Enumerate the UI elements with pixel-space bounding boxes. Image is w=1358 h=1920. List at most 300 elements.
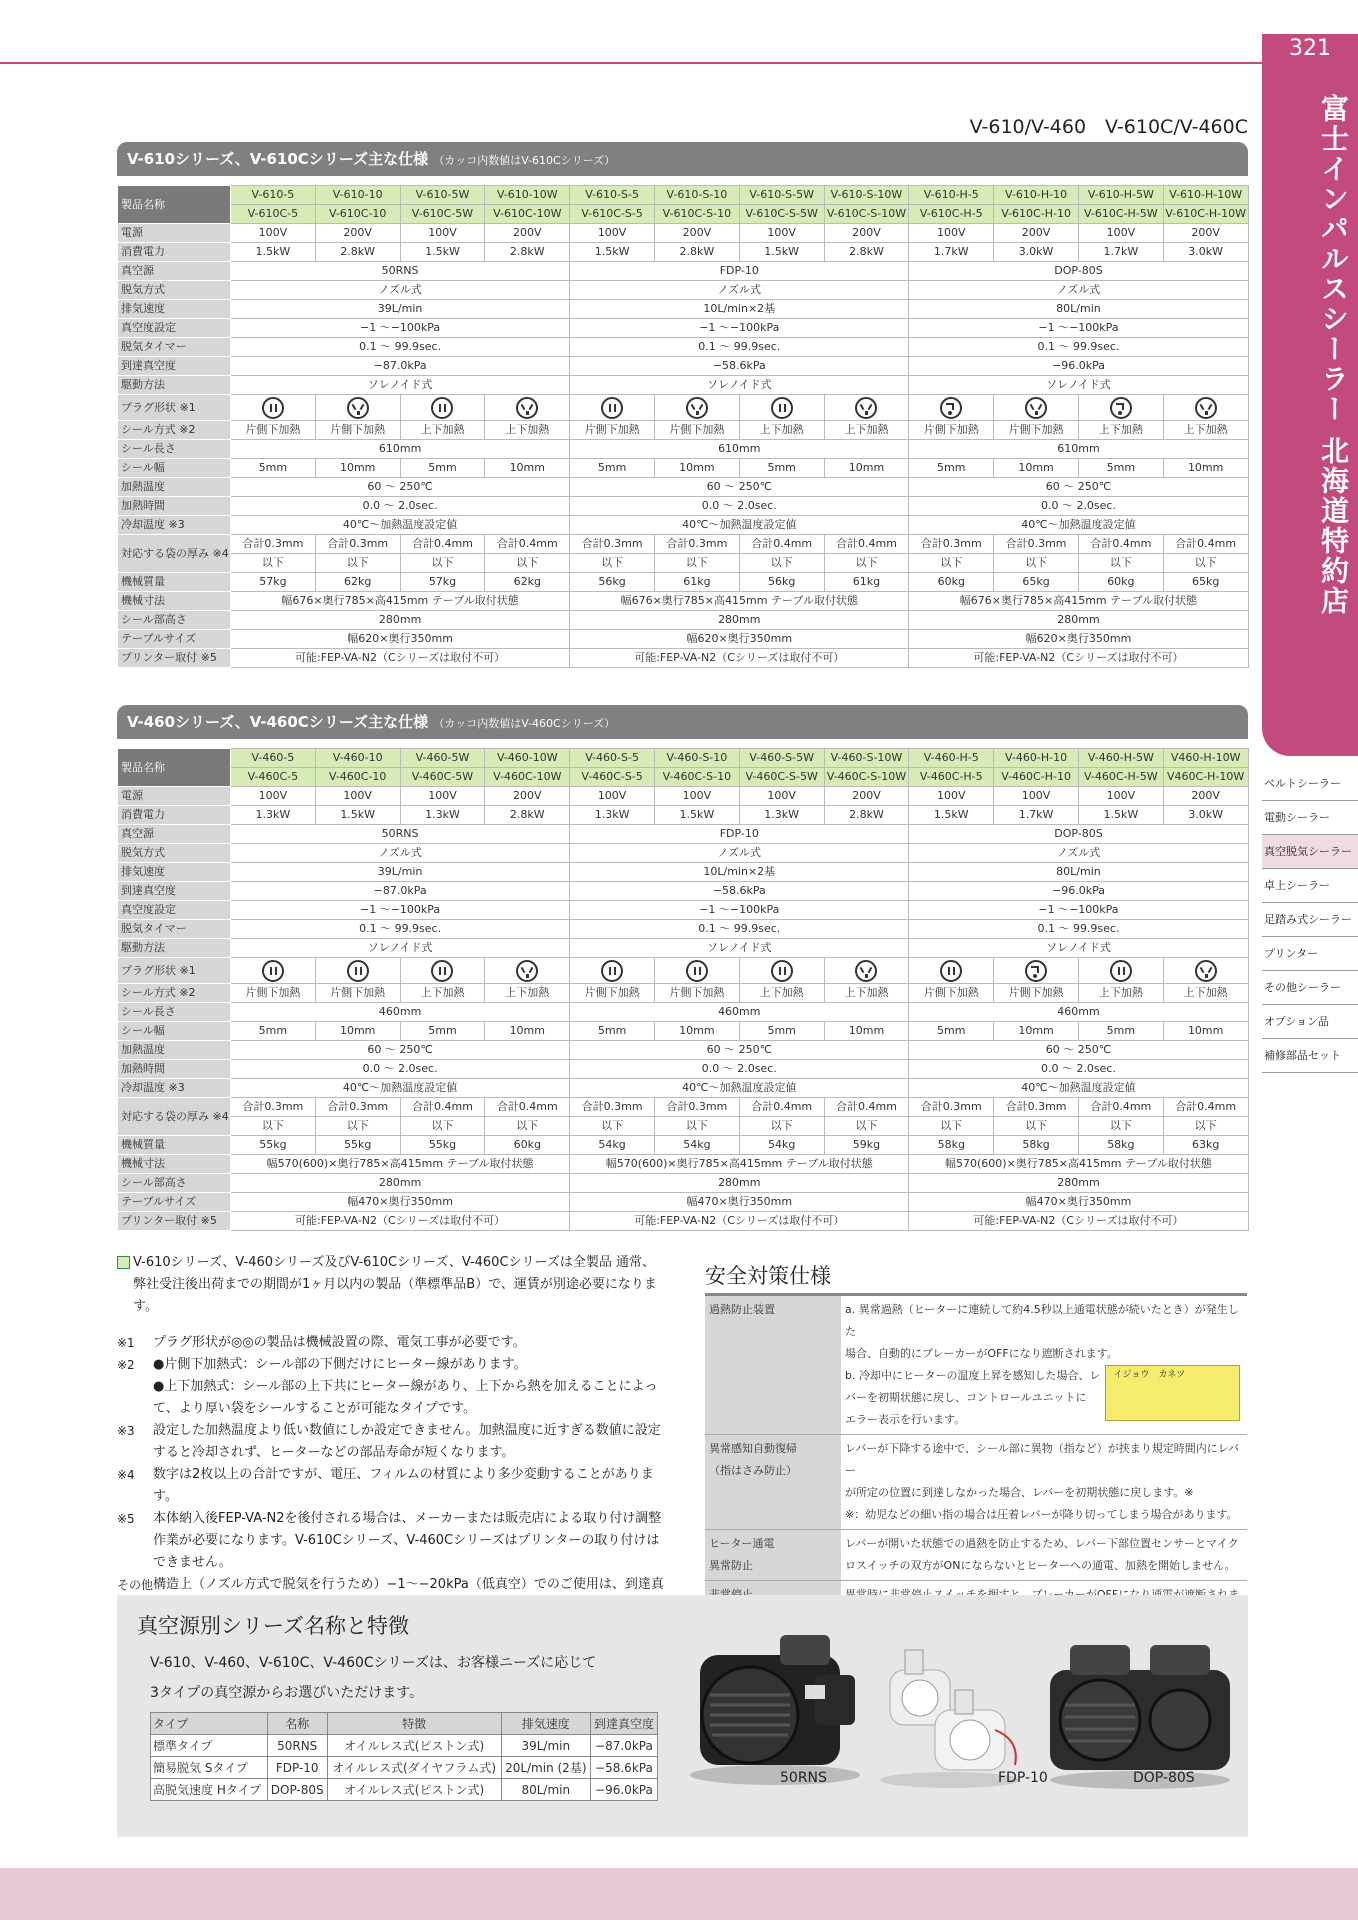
table-cell: V-460-5 <box>231 749 316 768</box>
table-cell: V-460C-S-10W <box>824 768 909 787</box>
note-key: ※3 <box>117 1424 135 1438</box>
vacuum-desc-line1: V-610、V-460、V-610C、V-460Cシリーズは、お客様ニーズに応じて <box>150 1655 597 1671</box>
table-cell: 上下加熱 <box>739 984 824 1003</box>
table-cell: V-460-5W <box>400 749 485 768</box>
safety-label-text: ヒーター通電 <box>709 1537 775 1550</box>
row-label: 冷却温度 ※3 <box>118 516 231 535</box>
table-cell: 以下 <box>400 1117 485 1136</box>
table-cell: 100V <box>994 787 1079 806</box>
row-label: 機械寸法 <box>118 1155 231 1174</box>
note-key: その他 <box>117 1578 154 1592</box>
table-cell: 100V <box>231 787 316 806</box>
table-cell: 以下 <box>654 1117 739 1136</box>
table-cell: 幅470×奥行350mm <box>909 1193 1248 1212</box>
table-cell: 100V <box>315 787 400 806</box>
table-cell: 以下 <box>485 554 570 573</box>
table-cell: 5mm <box>231 459 316 478</box>
table-cell: V-610C-5W <box>400 205 485 224</box>
table-cell: 60 〜 250℃ <box>570 1041 909 1060</box>
table-cell <box>654 395 739 421</box>
table-row <box>118 611 1249 630</box>
row-label: 電源 <box>118 224 231 243</box>
table-cell: 上下加熱 <box>400 421 485 440</box>
safety-line-text: レバーが下降する途中で、シール部に異物（指など）が挟まり規定時間内にレバー <box>845 1442 1240 1477</box>
table-cell: 59kg <box>824 1136 909 1155</box>
table-row <box>151 1779 658 1801</box>
table-row <box>118 1117 1249 1136</box>
table-cell: −1 〜−100kPa <box>570 901 909 920</box>
table-cell: 高脱気速度 Hタイプ <box>151 1779 268 1801</box>
notes-lead <box>117 1252 667 1318</box>
table-cell: 1.5kW <box>909 806 994 825</box>
table-cell: 80L/min <box>909 300 1248 319</box>
nav-item-parts[interactable]: 補修部品セット <box>1262 1039 1358 1073</box>
plug-icon <box>262 397 284 419</box>
table-cell: 10mm <box>994 459 1079 478</box>
table-cell: 以下 <box>824 1117 909 1136</box>
plug-icon <box>601 960 623 982</box>
table-cell: 200V <box>485 224 570 243</box>
table-cell: 10mm <box>1163 459 1248 478</box>
table-cell <box>824 395 909 421</box>
table-cell: 合計0.4mm <box>400 535 485 554</box>
section-460-title-note: （カッコ内数値はV-460Cシリーズ） <box>433 717 616 730</box>
note-text: ●片側下加熱式：シール部の下側だけにヒーター線があります。 <box>153 1357 527 1372</box>
table-cell: 上下加熱 <box>739 421 824 440</box>
table-row <box>118 939 1249 958</box>
safety-label <box>705 1530 841 1581</box>
model-heading: V-610/V-460 V-610C/V-460C <box>969 116 1248 138</box>
table-cell: 1.7kW <box>909 243 994 262</box>
row-label: 脱気方式 <box>118 281 231 300</box>
table-cell: 合計0.3mm <box>315 535 400 554</box>
table-cell: 58kg <box>909 1136 994 1155</box>
table-cell: 片側下加熱 <box>909 421 994 440</box>
table-cell: 上下加熱 <box>1078 421 1163 440</box>
safety-label-text2: 異常防止 <box>709 1559 753 1572</box>
table-cell: ノズル式 <box>570 844 909 863</box>
table-cell: 5mm <box>400 459 485 478</box>
table-row <box>118 573 1249 592</box>
table-cell: V-460C-10 <box>315 768 400 787</box>
table-row <box>118 1041 1249 1060</box>
nav-item-options[interactable]: オプション品 <box>1262 1005 1358 1039</box>
table-cell: 100V <box>400 787 485 806</box>
table-cell: 2.8kW <box>485 806 570 825</box>
row-label: 機械質量 <box>118 1136 231 1155</box>
table-cell: 1.5kW <box>400 243 485 262</box>
note-item <box>117 1332 667 1354</box>
error-display-box: イジョウ カネツ <box>1105 1365 1240 1421</box>
table-cell: 合計0.4mm <box>400 1098 485 1117</box>
table-cell: ソレノイド式 <box>570 939 909 958</box>
plug-icon <box>771 397 793 419</box>
table-row <box>118 319 1249 338</box>
safety-line <box>845 1438 1243 1482</box>
nav-item-other[interactable]: その他シーラー <box>1262 971 1358 1005</box>
table-cell <box>739 958 824 984</box>
row-label: シール部高さ <box>118 611 231 630</box>
table-cell: 以下 <box>570 1117 655 1136</box>
row-label: 消費電力 <box>118 806 231 825</box>
table-cell <box>400 395 485 421</box>
table-cell: −1 〜−100kPa <box>231 901 570 920</box>
table-cell: 40℃〜加熱温度設定値 <box>231 516 570 535</box>
table-header: 排気速度 <box>501 1713 590 1735</box>
table-cell: 50RNS <box>231 825 570 844</box>
table-cell: 280mm <box>231 1174 570 1193</box>
table-cell <box>654 958 739 984</box>
safety-line <box>845 1482 1243 1504</box>
safety-line <box>845 1343 1243 1365</box>
table-row <box>118 863 1249 882</box>
table-cell: 200V <box>994 224 1079 243</box>
safety-desc <box>841 1530 1247 1581</box>
row-label: 製品名称 <box>118 749 231 787</box>
row-label: 対応する袋の厚み ※4 <box>118 1098 231 1136</box>
table-row <box>118 768 1249 787</box>
table-row <box>118 300 1249 319</box>
table-cell: 39L/min <box>231 300 570 319</box>
table-cell: 60 〜 250℃ <box>231 478 570 497</box>
table-cell: V-460-H-5W <box>1078 749 1163 768</box>
table-cell: 上下加熱 <box>1163 984 1248 1003</box>
table-cell: 上下加熱 <box>824 984 909 1003</box>
table-cell: 20L/min (2基) <box>501 1757 590 1779</box>
table-cell: 10mm <box>485 459 570 478</box>
safety-line-text: レバーが開いた状態での過熱を防止するため、レバー下部位置センサーとマイク <box>845 1537 1239 1550</box>
row-label: シール方式 ※2 <box>118 421 231 440</box>
table-cell: V-460-10W <box>485 749 570 768</box>
table-cell: 62kg <box>315 573 400 592</box>
table-cell: 100V <box>570 224 655 243</box>
table-cell: 280mm <box>570 611 909 630</box>
table-cell: V-460-H-5 <box>909 749 994 768</box>
table-cell: FDP-10 <box>570 262 909 281</box>
table-cell: 100V <box>1078 787 1163 806</box>
table-row <box>118 825 1249 844</box>
table-cell: 80L/min <box>909 863 1248 882</box>
table-cell: 39L/min <box>231 863 570 882</box>
plug-icon <box>431 960 453 982</box>
table-cell: 1.5kW <box>315 806 400 825</box>
table-cell: 以下 <box>1163 1117 1248 1136</box>
table-cell: 可能:FEP-VA-N2（Cシリーズは取付不可） <box>570 1212 909 1231</box>
table-cell: 100V <box>909 787 994 806</box>
table-cell: −96.0kPa <box>590 1779 657 1801</box>
table-cell: 65kg <box>994 573 1079 592</box>
table-cell: 10mm <box>994 1022 1079 1041</box>
table-cell: 3.0kW <box>1163 243 1248 262</box>
table-row <box>118 395 1249 421</box>
safety-line-text: エラー表示を行います。 <box>845 1413 966 1426</box>
table-row <box>118 882 1249 901</box>
table-cell: 40℃〜加熱温度設定値 <box>570 516 909 535</box>
vacuum-desc-line2: 3タイプの真空源からお選びいただけます。 <box>150 1685 424 1701</box>
note-text: ●上下加熱式：シール部の上下共にヒーター線があり、上下から熱を加えることによって、より厚い袋をシールすることが可能なタイプです。 <box>153 1379 658 1416</box>
note-item <box>117 1354 667 1376</box>
table-cell: 460mm <box>231 1003 570 1022</box>
table-row <box>118 1136 1249 1155</box>
table-cell: V-610-H-5W <box>1078 186 1163 205</box>
table-row <box>118 535 1249 554</box>
table-cell: −96.0kPa <box>909 357 1248 376</box>
table-row <box>118 440 1249 459</box>
table-cell: 以下 <box>570 554 655 573</box>
nav-item-tabletop[interactable]: 卓上シーラー <box>1262 869 1358 903</box>
row-label: 冷却温度 ※3 <box>118 1079 231 1098</box>
safety-label-text: 過熱防止装置 <box>709 1303 775 1316</box>
safety-label-text: 異常感知自動復帰 <box>709 1442 797 1455</box>
table-row <box>118 1193 1249 1212</box>
table-cell: ノズル式 <box>909 844 1248 863</box>
plug-icon <box>601 397 623 419</box>
table-cell: 62kg <box>485 573 570 592</box>
table-cell: 合計0.3mm <box>570 535 655 554</box>
table-cell: 1.5kW <box>654 806 739 825</box>
table-cell: 39L/min <box>501 1735 590 1757</box>
pump-label-fdp10: FDP-10 <box>998 1770 1048 1786</box>
table-cell: 3.0kW <box>994 243 1079 262</box>
table-cell: 54kg <box>654 1136 739 1155</box>
table-cell: 合計0.4mm <box>485 1098 570 1117</box>
table-row <box>118 920 1249 939</box>
table-cell: 可能:FEP-VA-N2（Cシリーズは取付不可） <box>231 1212 570 1231</box>
nav-item-vacuum[interactable]: 真空脱気シーラー <box>1262 835 1358 869</box>
row-label: 加熱時間 <box>118 497 231 516</box>
table-cell: 10mm <box>485 1022 570 1041</box>
table-cell: 280mm <box>909 611 1248 630</box>
table-cell <box>1078 958 1163 984</box>
table-cell: 片側下加熱 <box>994 984 1079 1003</box>
table-cell: 100V <box>909 224 994 243</box>
table-cell: V-610-10W <box>485 186 570 205</box>
note-key: ※1 <box>117 1336 135 1350</box>
table-cell: −1 〜−100kPa <box>909 901 1248 920</box>
table-cell: 1.7kW <box>1078 243 1163 262</box>
nav-item-printer[interactable]: プリンター <box>1262 937 1358 971</box>
notes-lead-text: V-610シリーズ、V-460シリーズ及びV-610Cシリーズ、V-460Cシリーズは全製品 通常、弊社受注後出荷までの期間が1ヶ月以内の製品（準標準品B）で、運賃が別途必要になります。 <box>133 1255 657 1314</box>
table-row <box>118 338 1249 357</box>
table-cell: 80L/min <box>501 1779 590 1801</box>
table-cell: DOP-80S <box>909 262 1248 281</box>
table-cell <box>1163 395 1248 421</box>
table-cell: 以下 <box>824 554 909 573</box>
table-cell: ノズル式 <box>231 844 570 863</box>
table-cell: 合計0.3mm <box>315 1098 400 1117</box>
table-cell: 合計0.3mm <box>231 1098 316 1117</box>
sidebar-title-col2: 北海道特約店 <box>1317 435 1350 616</box>
table-cell: 片側下加熱 <box>570 421 655 440</box>
table-cell: 200V <box>824 224 909 243</box>
table-cell: 57kg <box>231 573 316 592</box>
note-key: ※4 <box>117 1468 135 1482</box>
table-cell: V-460-H-10 <box>994 749 1079 768</box>
table-cell: 56kg <box>570 573 655 592</box>
spec-table-460 <box>117 748 1249 1231</box>
table-cell: 55kg <box>315 1136 400 1155</box>
table-cell: ノズル式 <box>909 281 1248 300</box>
table-cell: 200V <box>315 224 400 243</box>
note-text: プラグ形状が◎◎の製品は機械設置の際、電気工事が必要です。 <box>153 1335 526 1350</box>
table-cell: 0.1 〜 99.9sec. <box>570 338 909 357</box>
row-label: 到達真空度 <box>118 882 231 901</box>
table-cell <box>570 395 655 421</box>
table-cell: 10mm <box>824 1022 909 1041</box>
table-cell: V-610-S-5W <box>739 186 824 205</box>
table-cell: V-610-H-10W <box>1163 186 1248 205</box>
table-cell: 1.3kW <box>400 806 485 825</box>
table-cell: 片側下加熱 <box>909 984 994 1003</box>
pump-fdp10-image <box>875 1630 1025 1790</box>
safety-line-text: b. 冷却中にヒーターの温度上昇を感知した場合、レ <box>845 1369 1101 1382</box>
nav-item-foot[interactable]: 足踏み式シーラー <box>1262 903 1358 937</box>
table-cell: 幅620×奥行350mm <box>909 630 1248 649</box>
table-cell: 片側下加熱 <box>654 984 739 1003</box>
table-cell: V-610-10 <box>315 186 400 205</box>
table-cell: 幅570(600)×奥行785×高415mm テーブル取付状態 <box>570 1155 909 1174</box>
safety-label <box>705 1435 841 1530</box>
table-cell: 可能:FEP-VA-N2（Cシリーズは取付不可） <box>570 649 909 668</box>
table-cell: V-610-S-5 <box>570 186 655 205</box>
table-row <box>118 630 1249 649</box>
row-label: 電源 <box>118 787 231 806</box>
notes <box>117 1252 667 1618</box>
pump-50rns-image <box>680 1615 870 1790</box>
table-cell: 以下 <box>315 554 400 573</box>
table-cell: 以下 <box>739 1117 824 1136</box>
table-cell: V-610C-S-5 <box>570 205 655 224</box>
row-label: テーブルサイズ <box>118 630 231 649</box>
table-cell: −87.0kPa <box>231 882 570 901</box>
table-cell: 0.1 〜 99.9sec. <box>231 338 570 357</box>
table-cell: −1 〜−100kPa <box>909 319 1248 338</box>
table-cell <box>400 958 485 984</box>
table-row <box>118 243 1249 262</box>
table-cell <box>315 395 400 421</box>
table-cell: 5mm <box>570 1022 655 1041</box>
table-cell: 10L/min×2基 <box>570 863 909 882</box>
table-cell: 幅676×奥行785×高415mm テーブル取付状態 <box>570 592 909 611</box>
table-cell <box>1078 395 1163 421</box>
row-label: プリンター取付 ※5 <box>118 1212 231 1231</box>
row-label: 製品名称 <box>118 186 231 224</box>
table-cell: 合計0.3mm <box>909 535 994 554</box>
table-cell: 幅470×奥行350mm <box>231 1193 570 1212</box>
table-cell: V-610C-S-10W <box>824 205 909 224</box>
note-item <box>117 1420 667 1464</box>
table-cell: 61kg <box>824 573 909 592</box>
plug-icon <box>262 960 284 982</box>
note-key <box>117 1376 153 1420</box>
row-label: 脱気タイマー <box>118 338 231 357</box>
table-cell: 54kg <box>570 1136 655 1155</box>
table-cell: 1.5kW <box>570 243 655 262</box>
table-cell: 10L/min×2基 <box>570 300 909 319</box>
row-label: 真空度設定 <box>118 319 231 338</box>
table-cell: 3.0kW <box>1163 806 1248 825</box>
table-cell: V-610-5W <box>400 186 485 205</box>
table-cell: 200V <box>485 787 570 806</box>
table-cell: 幅620×奥行350mm <box>231 630 570 649</box>
table-cell: 片側下加熱 <box>231 421 316 440</box>
table-cell: 57kg <box>400 573 485 592</box>
table-cell: オイルレス式(ダイヤフラム式) <box>327 1757 501 1779</box>
plug-icon <box>771 960 793 982</box>
sidebar-title-col1: 富士インパルスシーラー <box>1317 94 1350 424</box>
table-cell: 簡易脱気 Sタイプ <box>151 1757 268 1779</box>
table-cell: V-610C-H-5W <box>1078 205 1163 224</box>
table-cell: V-610C-10W <box>485 205 570 224</box>
safety-row <box>705 1530 1247 1581</box>
table-cell: 合計0.3mm <box>654 535 739 554</box>
table-cell: 610mm <box>909 440 1248 459</box>
table-row <box>118 1003 1249 1022</box>
table-cell: 60 〜 250℃ <box>909 478 1248 497</box>
plug-icon <box>940 397 962 419</box>
vacuum-table <box>150 1712 658 1801</box>
row-label: 排気速度 <box>118 300 231 319</box>
table-cell: 1.5kW <box>739 243 824 262</box>
table-row <box>118 958 1249 984</box>
table-cell: 以下 <box>231 1117 316 1136</box>
table-cell: V460C-H-10W <box>1163 768 1248 787</box>
table-row <box>118 649 1249 668</box>
table-cell: 以下 <box>909 554 994 573</box>
table-cell: 標準タイプ <box>151 1735 268 1757</box>
row-label: プリンター取付 ※5 <box>118 649 231 668</box>
table-cell: 10mm <box>654 1022 739 1041</box>
table-cell <box>909 958 994 984</box>
table-cell: 合計0.3mm <box>909 1098 994 1117</box>
table-row <box>118 281 1249 300</box>
table-cell: 可能:FEP-VA-N2（Cシリーズは取付不可） <box>231 649 570 668</box>
table-cell: 0.0 〜 2.0sec. <box>231 1060 570 1079</box>
table-cell: 610mm <box>231 440 570 459</box>
table-cell: 1.5kW <box>1078 806 1163 825</box>
table-row <box>118 262 1249 281</box>
table-cell: 5mm <box>739 459 824 478</box>
side-nav <box>1262 767 1358 1073</box>
row-label: 脱気方式 <box>118 844 231 863</box>
plug-icon <box>855 397 877 419</box>
table-row <box>118 1022 1249 1041</box>
plug-icon <box>1025 397 1047 419</box>
table-cell: 片側下加熱 <box>570 984 655 1003</box>
notes-list <box>117 1332 667 1618</box>
nav-item-electric[interactable]: 電動シーラー <box>1262 801 1358 835</box>
table-row <box>118 1098 1249 1117</box>
table-cell: 1.3kW <box>739 806 824 825</box>
table-cell: V-460-S-10 <box>654 749 739 768</box>
row-label: 消費電力 <box>118 243 231 262</box>
table-cell: V-610C-10 <box>315 205 400 224</box>
table-header: タイプ <box>151 1713 268 1735</box>
table-cell: 100V <box>654 787 739 806</box>
safety-table <box>705 1293 1247 1634</box>
table-cell <box>824 958 909 984</box>
table-cell: 10mm <box>654 459 739 478</box>
table-row <box>118 787 1249 806</box>
table-cell: 2.8kW <box>485 243 570 262</box>
pump-dop80s-image <box>1040 1620 1240 1790</box>
table-cell: 10mm <box>315 459 400 478</box>
section-460-title <box>117 705 1248 739</box>
table-cell: −1 〜−100kPa <box>231 319 570 338</box>
vacuum-description <box>150 1648 670 1708</box>
table-cell: 2.8kW <box>824 806 909 825</box>
nav-item-belt[interactable]: ベルトシーラー <box>1262 767 1358 801</box>
